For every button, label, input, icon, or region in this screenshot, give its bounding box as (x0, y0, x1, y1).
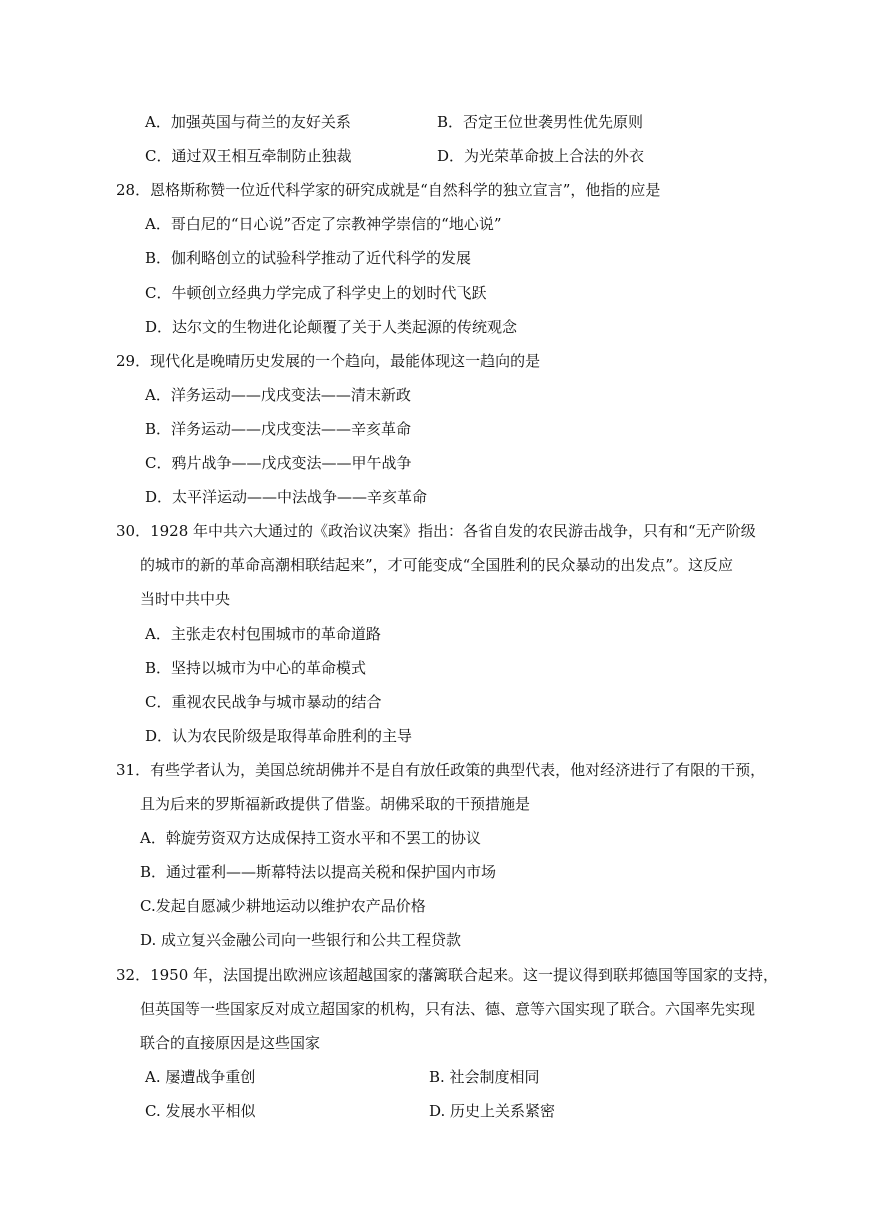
q30-option-c: C．重视农民战争与城市暴动的结合 (145, 693, 382, 711)
q29-option-a: A．洋务运动——戊戌变法——清末新政 (145, 386, 411, 404)
q32-stem-line-3: 联合的直接原因是这些国家 (140, 1034, 321, 1052)
q32-option-b: B. 社会制度相同 (429, 1068, 540, 1086)
q29-option-d: D．太平洋运动——中法战争——辛亥革命 (145, 488, 428, 506)
q27-option-b: B．否定王位世袭男性优先原则 (437, 113, 644, 131)
q31-option-b: B．通过霍利——斯幕特法以提高关税和保护国内市场 (140, 863, 497, 881)
q29-option-c: C．鸦片战争——戊戌变法——甲午战争 (145, 454, 412, 472)
q32-option-d: D. 历史上关系紧密 (429, 1102, 556, 1120)
q32-option-a: A. 屡遭战争重创 (145, 1068, 256, 1086)
q27-option-a: A．加强英国与荷兰的友好关系 (145, 113, 351, 131)
q30-option-d: D．认为农民阶级是取得革命胜利的主导 (145, 727, 413, 745)
q30-stem-line-2: 的城市的新的革命高潮相联结起来”，才可能变成“全国胜利的民众暴动的出发点”。这反应 (140, 556, 734, 574)
q28-option-c: C．牛顿创立经典力学完成了科学史上的划时代飞跃 (145, 284, 487, 302)
q31-option-c: C.发起自愿减少耕地运动以维护农产品价格 (140, 897, 426, 915)
q31-option-a: A．斡旋劳资双方达成保持工资水平和不罢工的协议 (140, 829, 481, 847)
q30-stem-line-3: 当时中共中央 (140, 590, 231, 608)
q30-option-b: B．坚持以城市为中心的革命模式 (145, 659, 367, 677)
q29-stem: 29．现代化是晚晴历史发展的一个趋向，最能体现这一趋向的是 (116, 352, 541, 370)
q31-stem-line-2: 且为后来的罗斯福新政提供了借鉴。胡佛采取的干预措施是 (140, 795, 531, 813)
q27-option-d: D．为光荣革命披上合法的外衣 (437, 147, 645, 165)
q28-stem: 28．恩格斯称赞一位近代科学家的研究成就是“自然科学的独立宣言”，他指的应是 (116, 181, 661, 199)
q30-stem-line-1: 30．1928 年中共六大通过的《政治议决案》指出：各省自发的农民游击战争，只有和“无产阶级 (116, 522, 756, 540)
q29-option-b: B．洋务运动——戊戌变法——辛亥革命 (145, 420, 412, 438)
q31-stem-line-1: 31．有些学者认为，美国总统胡佛并不是自有放任政策的典型代表，他对经济进行了有限的干预， (116, 761, 766, 779)
q28-option-a: A．哥白尼的“日心说”否定了宗教神学崇信的“地心说” (145, 215, 502, 233)
q31-option-d: D. 成立复兴金融公司向一些银行和公共工程贷款 (140, 931, 462, 949)
q32-stem-line-1: 32．1950 年，法国提出欧洲应该超越国家的藩篱联合起来。这一提议得到联邦德国等国家的支持， (116, 966, 779, 984)
q32-stem-line-2: 但英国等一些国家反对成立超国家的机构，只有法、德、意等六国实现了联合。六国率先实现 (140, 1000, 756, 1018)
q32-option-c: C. 发展水平相似 (145, 1102, 256, 1120)
q28-option-d: D．达尔文的生物进化论颠覆了关于人类起源的传统观念 (145, 318, 518, 336)
q28-option-b: B．伽利略创立的试验科学推动了近代科学的发展 (145, 249, 472, 267)
q30-option-a: A．主张走农村包围城市的革命道路 (145, 625, 381, 643)
q27-option-c: C．通过双王相互牵制防止独裁 (145, 147, 352, 165)
